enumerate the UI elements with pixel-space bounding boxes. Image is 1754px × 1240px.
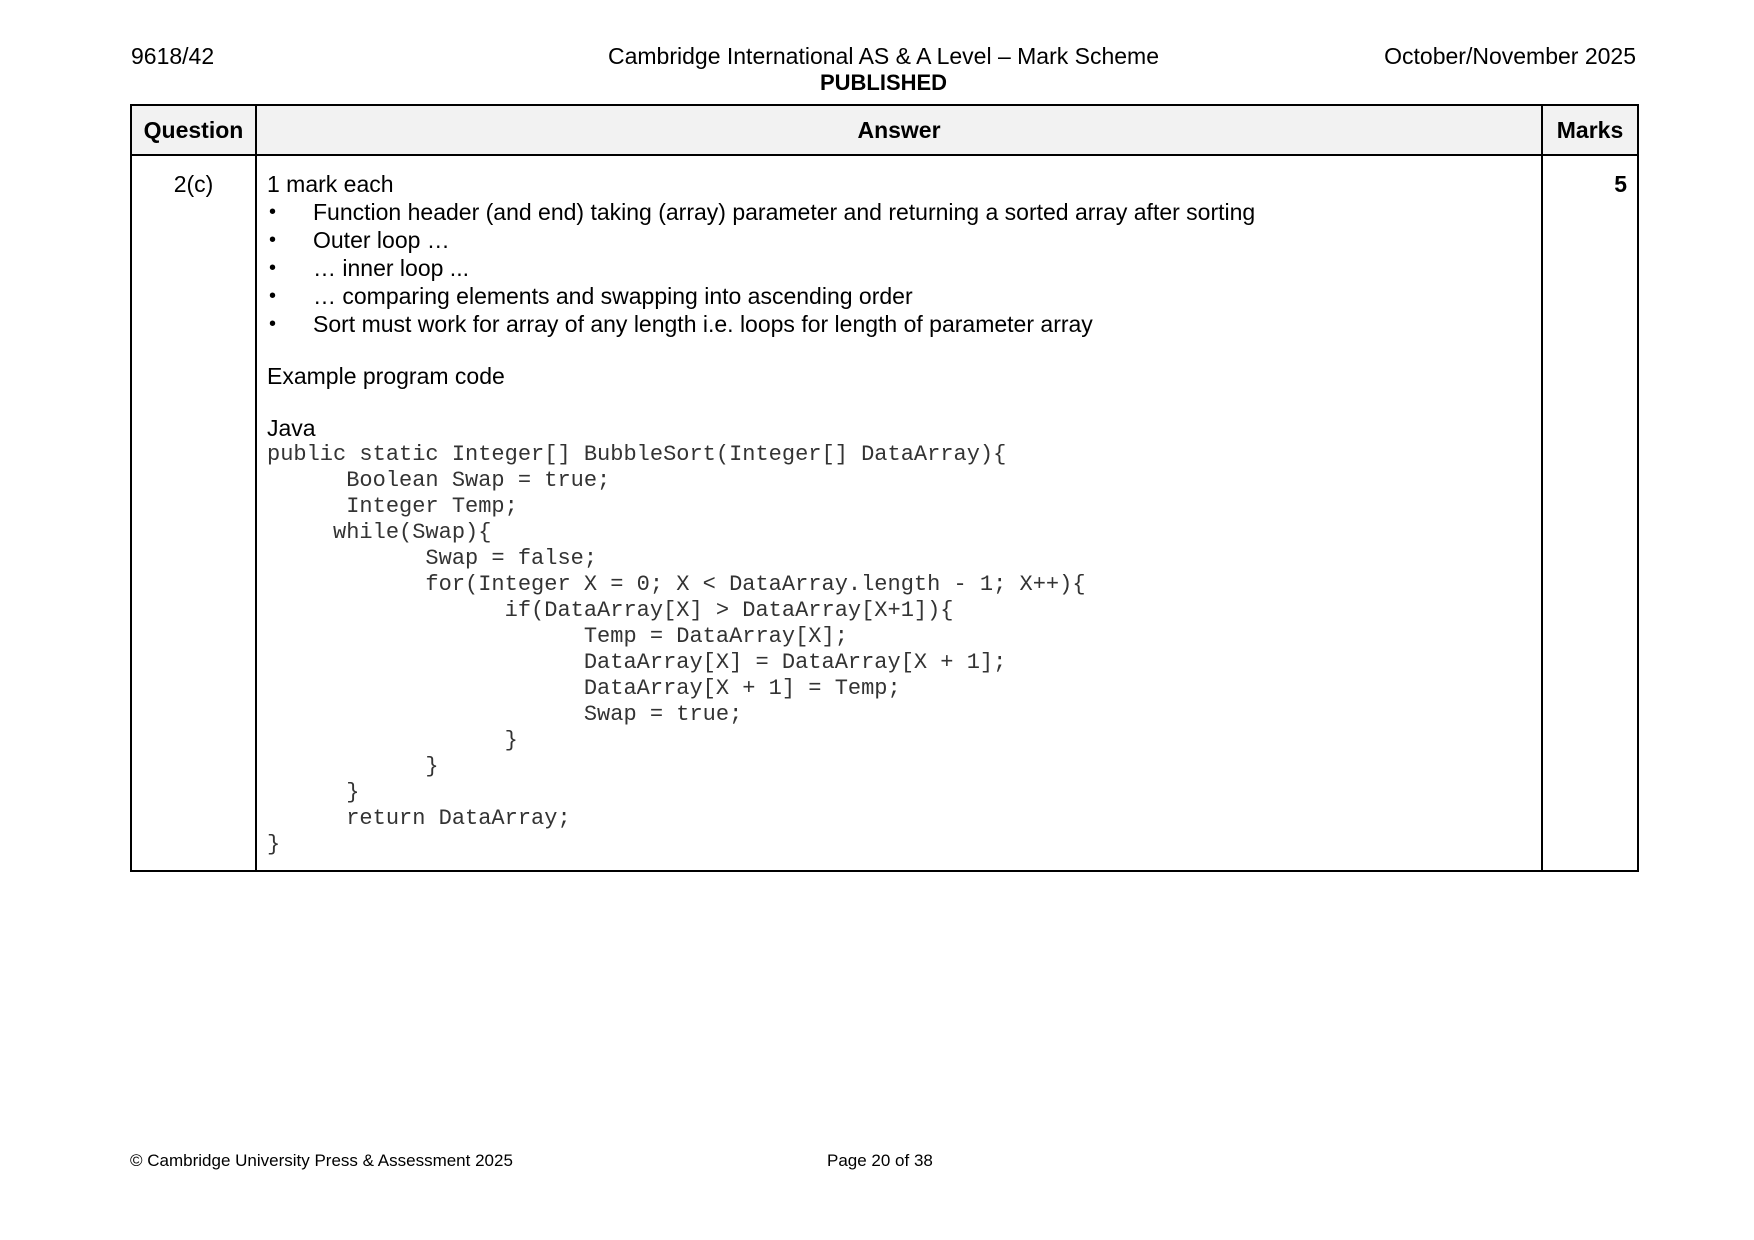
table-header-row [131,105,1638,155]
copyright-notice: © Cambridge University Press & Assessment 2025 [130,1151,513,1170]
marking-point [267,254,1531,282]
marks-value: 5 [1542,155,1638,871]
code-language-label: Java [267,415,316,441]
mark-allocation-intro: 1 mark each [267,171,394,197]
marking-point [267,226,1531,254]
code-listing: public static Integer[] BubbleSort(Integer[] DataArray){ Boolean Swap = true; Integer Temp; while(Swap){ Swap = false; for(Integer X = 0; X < DataArray.length - 1; X++){ if(DataArray[X] > DataArray[X+1]){ Temp = DataArray[X]; DataArray[X] = DataArray[X + 1]; DataArray[X + 1] = Temp; Swap = true; } } } return DataArray; } [267,442,1086,857]
answer-column-header: Answer [256,105,1542,155]
question-number: 2(c) [131,155,256,871]
mark-scheme-table [130,104,1639,872]
table-row [131,155,1638,871]
paper-code: 9618/42 [131,43,215,69]
answer-cell [256,155,1542,871]
marking-point-text: Function header (and end) taking (array) parameter and returning a sorted array after sorting [313,199,1256,225]
marking-point-text: … inner loop ... [313,255,469,281]
question-column-header: Question [131,105,256,155]
bullet-icon: • [269,257,277,279]
marks-column-header: Marks [1542,105,1638,155]
marking-point-text: … comparing elements and swapping into ascending order [313,283,913,309]
marking-point [267,310,1531,338]
bullet-icon: • [269,229,277,251]
bullet-icon: • [269,313,277,335]
marking-point-text: Outer loop … [313,227,450,253]
marking-point [267,198,1531,226]
status-label: PUBLISHED [819,70,948,95]
bullet-icon: • [269,201,277,223]
marking-points [267,198,1531,338]
document-title: Cambridge International AS & A Level – Mark Scheme [607,43,1160,69]
example-code-heading: Example program code [267,363,505,389]
page-number: Page 20 of 38 [827,1151,933,1170]
bullet-icon: • [269,285,277,307]
exam-session: October/November 2025 [1384,43,1636,69]
marking-point-text: Sort must work for array of any length i.e. loops for length of parameter array [313,311,1093,337]
marking-point [267,282,1531,310]
